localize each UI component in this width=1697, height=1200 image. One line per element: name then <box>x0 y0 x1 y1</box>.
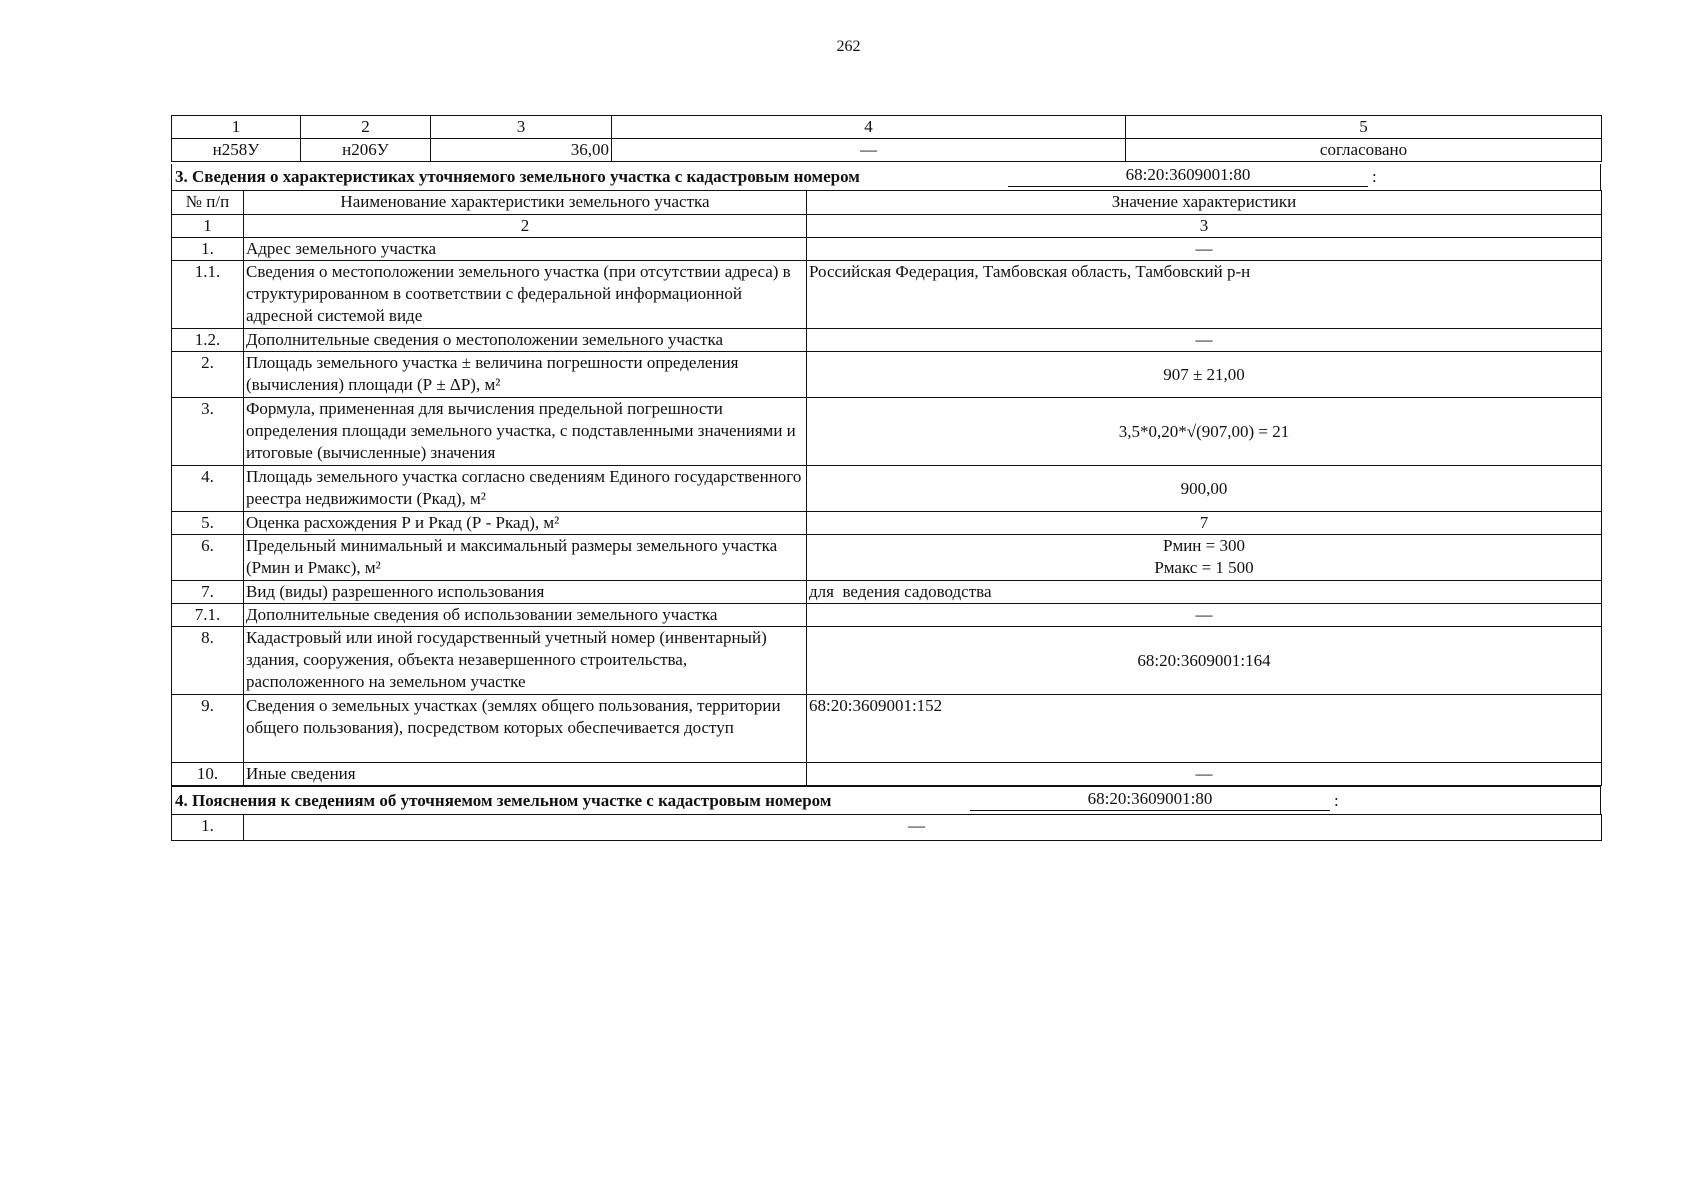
colon: : <box>1372 167 1377 186</box>
row-number: 9. <box>172 695 244 763</box>
col-header: 5 <box>1126 116 1602 139</box>
row-number: 10. <box>172 763 244 786</box>
row-name: Оценка расхождения Р и Ркад (Р - Ркад), м² <box>244 512 807 535</box>
table-row <box>172 398 1602 466</box>
col-number: 2 <box>244 215 807 238</box>
row-value: — <box>807 604 1602 627</box>
table-row <box>172 352 1602 398</box>
table-row <box>172 512 1602 535</box>
table-row <box>172 627 1602 695</box>
row-name: Сведения о местоположении земельного участка (при отсутствии адреса) в структурированном в соответствии с федеральной информационной адресной системой виде <box>244 261 807 329</box>
row-value <box>244 815 1602 841</box>
row-value: Российская Федерация, Тамбовская область, Тамбовский р-н <box>807 261 1602 329</box>
row-name: Формула, примененная для вычисления предельной погрешности определения площади земельного участка, с подставленными значениями и итоговые (вычисленные) значения <box>244 398 807 466</box>
row-value: — <box>807 329 1602 352</box>
col-header: № п/п <box>172 191 244 215</box>
min-size: Рмин = 300 <box>1163 536 1245 555</box>
row-name: Площадь земельного участка согласно сведениям Единого государственного реестра недвижимости (Ркад), м² <box>244 466 807 512</box>
row-number: 7.1. <box>172 604 244 627</box>
table-row <box>172 535 1602 581</box>
row-name: Сведения о земельных участках (землях общего пользования, территории общего пользования), посредством которых обеспечивается доступ <box>244 695 807 763</box>
row-value: 3,5*0,20*√(907,00) = 21 <box>807 398 1602 466</box>
row-number: 2. <box>172 352 244 398</box>
row-number: 6. <box>172 535 244 581</box>
col-number: 1 <box>172 215 244 238</box>
cadastral-number: 68:20:3609001:80 <box>1008 164 1368 187</box>
row-number: 7. <box>172 581 244 604</box>
table-row <box>172 261 1602 329</box>
table-cell: н258У <box>172 139 301 162</box>
characteristics-table <box>171 190 1602 786</box>
max-size: Рмакс = 1 500 <box>1154 558 1254 577</box>
section-3-title <box>171 164 1601 190</box>
row-name: Вид (виды) разрешенного использования <box>244 581 807 604</box>
row-number: 4. <box>172 466 244 512</box>
col-header: 1 <box>172 116 301 139</box>
table-row <box>172 695 1602 763</box>
table-row <box>172 238 1602 261</box>
row-number: 3. <box>172 398 244 466</box>
table-row <box>172 604 1602 627</box>
row-value <box>807 535 1602 581</box>
col-header: 3 <box>431 116 612 139</box>
row-name: Площадь земельного участка ± величина погрешности определения (вычисления) площади (Р ± ΔР), м² <box>244 352 807 398</box>
row-number: 8. <box>172 627 244 695</box>
row-name: Дополнительные сведения о местоположении земельного участка <box>244 329 807 352</box>
table-row <box>172 815 1602 841</box>
section-title-text: 4. Пояснения к сведениям об уточняемом земельном участке с кадастровым номером <box>175 791 832 810</box>
row-name: Иные сведения <box>244 763 807 786</box>
table-cell: — <box>612 139 1126 162</box>
row-value: 900,00 <box>807 466 1602 512</box>
row-number: 1.2. <box>172 329 244 352</box>
row-name: Предельный минимальный и максимальный размеры земельного участка (Рмин и Рмакс), м² <box>244 535 807 581</box>
section-title-text: 3. Сведения о характеристиках уточняемого земельного участка с кадастровым номером <box>175 167 860 186</box>
row-number: 1.1. <box>172 261 244 329</box>
row-value: для ведения садоводства <box>807 581 1602 604</box>
col-header: Наименование характеристики земельного участка <box>244 191 807 215</box>
col-header: 4 <box>612 116 1126 139</box>
row-number: 1. <box>172 815 244 841</box>
table-row <box>172 763 1602 786</box>
row-value: 7 <box>807 512 1602 535</box>
table-row <box>172 581 1602 604</box>
table-cell: 36,00 <box>431 139 612 162</box>
table-cell: н206У <box>301 139 431 162</box>
row-name: Адрес земельного участка <box>244 238 807 261</box>
col-number: 3 <box>807 215 1602 238</box>
colon: : <box>1334 791 1339 810</box>
page-number: 262 <box>836 38 861 55</box>
col-header: Значение характеристики <box>807 191 1602 215</box>
row-value: 68:20:3609001:164 <box>807 627 1602 695</box>
row-name: Кадастровый или иной государственный учетный номер (инвентарный) здания, сооружения, объекта незавершенного строительства, расположенного на земельном участке <box>244 627 807 695</box>
cadastral-number: 68:20:3609001:80 <box>970 788 1330 811</box>
col-header: 2 <box>301 116 431 139</box>
row-number: 5. <box>172 512 244 535</box>
section-4-title <box>171 786 1601 814</box>
explanations-table <box>171 814 1602 841</box>
row-value: 68:20:3609001:152 <box>807 695 1602 763</box>
row-value-text: — <box>908 816 925 835</box>
row-value: — <box>807 238 1602 261</box>
table-cell: согласовано <box>1126 139 1602 162</box>
row-name: Дополнительные сведения об использовании земельного участка <box>244 604 807 627</box>
row-value: 907 ± 21,00 <box>807 352 1602 398</box>
row-value: — <box>807 763 1602 786</box>
row-number: 1. <box>172 238 244 261</box>
table-row <box>172 466 1602 512</box>
boundary-agreement-table <box>171 115 1602 162</box>
table-row <box>172 329 1602 352</box>
